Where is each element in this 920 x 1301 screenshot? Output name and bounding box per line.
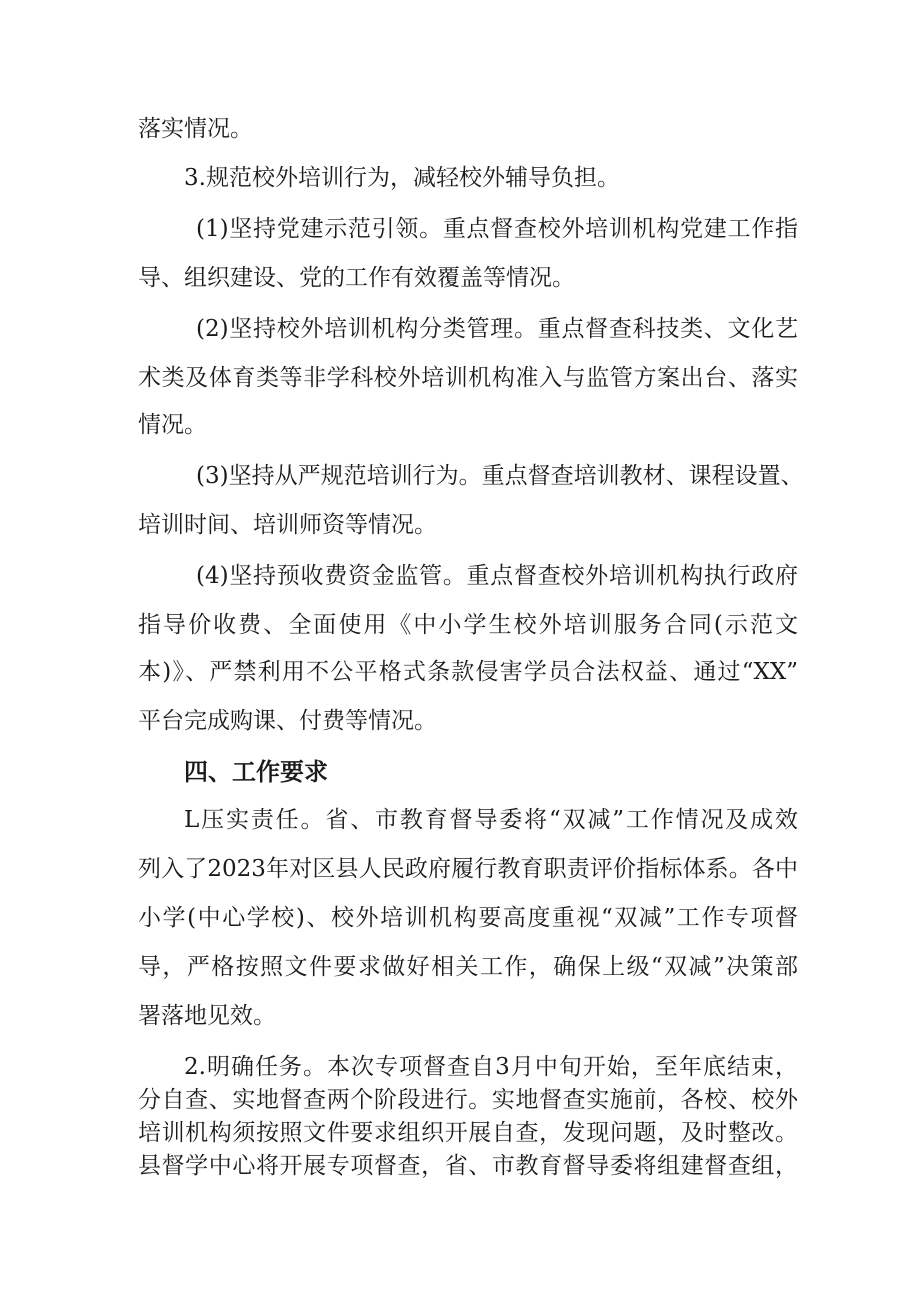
text-line: L压实责任。省、市教育督导委将“双减”工作情况及成效 [184,807,798,833]
text-line: 署落地见效。 [138,1003,276,1029]
text-line: 小学(中心学校)、校外培训机构要高度重视“双减”工作专项督 [138,905,798,931]
text-line: 术类及体育类等非学科校外培训机构准入与监管方案出台、落实 [138,365,798,391]
text-line: (3)坚持从严规范培训行为。重点督查培训教材、课程设置、 [196,463,804,489]
text-line: 培训机构须按照文件要求组织开展自查，发现问题，及时整改。 [138,1120,798,1146]
text-line: 导、组织建设、党的工作有效覆盖等情况。 [138,265,575,291]
text-line: 分自查、实地督查两个阶段进行。实地督查实施前，各校、校外 [138,1087,798,1113]
subheading-3: 3.规范校外培训行为，减轻校外辅导负担。 [184,165,620,191]
text-line: 本)》、严禁利用不公平格式条款侵害学员合法权益、通过“XX” [138,659,798,685]
text-line: 2.明确任务。本次专项督查自3月中旬开始，至年底结束， [184,1054,798,1080]
text-line: 导，严格按照文件要求做好相关工作，确保上级“双减”决策部 [138,954,798,980]
text-line: 落实情况。 [138,116,253,142]
text-line: (1)坚持党建示范引领。重点督查校外培训机构党建工作指 [196,216,798,242]
text-line: 情况。 [138,412,207,438]
text-line: 平台完成购课、付费等情况。 [138,708,437,734]
section-heading: 四、工作要求 [184,758,328,786]
text-line: (4)坚持预收费资金监管。重点督查校外培训机构执行政府 [196,563,798,589]
text-line: (2)坚持校外培训机构分类管理。重点督查科技类、文化艺 [196,316,798,342]
text-line: 县督学中心将开展专项督查，省、市教育督导委将组建督查组， [138,1153,798,1179]
text-line: 列入了2023年对区县人民政府履行教育职责评价指标体系。各中 [138,856,798,882]
text-line: 指导价收费、全面使用《中小学生校外培训服务合同(示范文 [138,612,798,638]
text-line: 培训时间、培训师资等情况。 [138,512,437,538]
